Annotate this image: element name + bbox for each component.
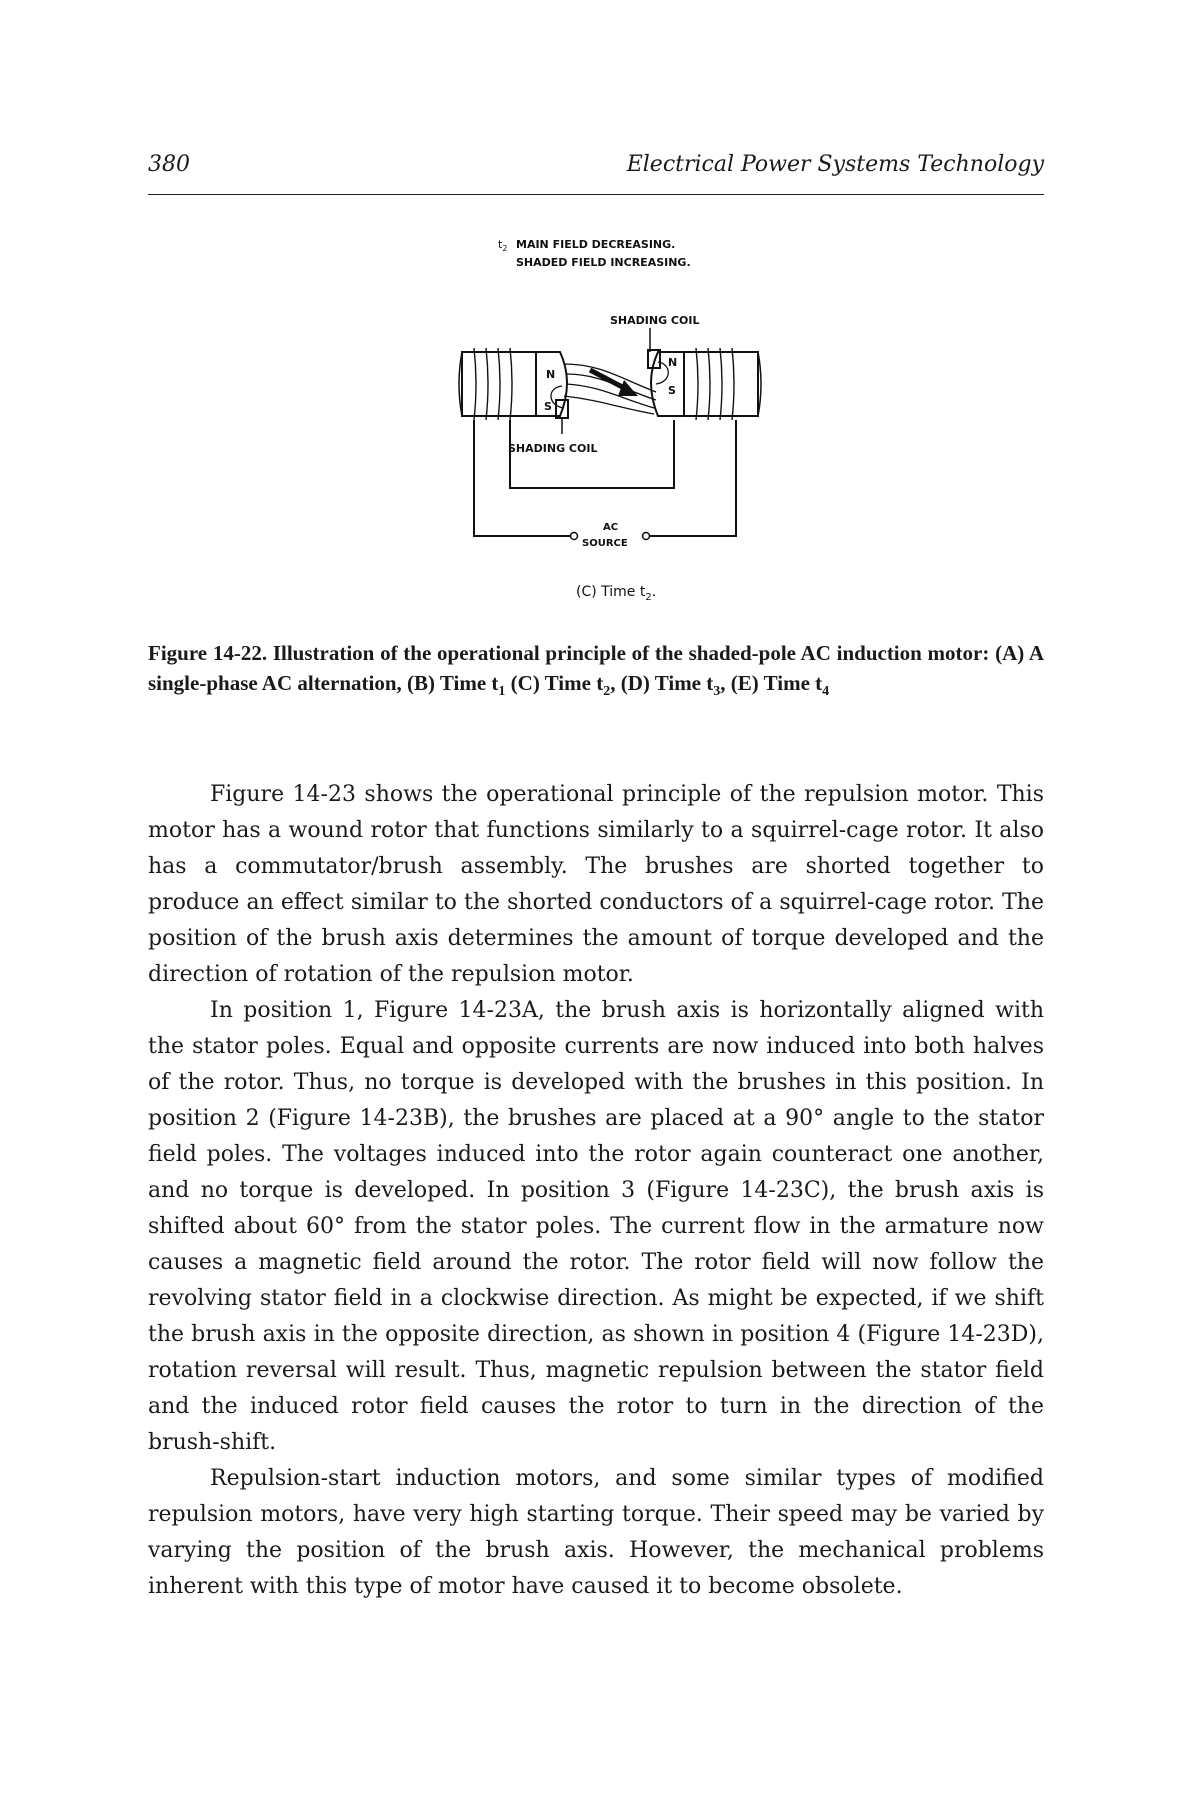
wire-outer-left bbox=[474, 420, 570, 536]
label-shaded-field: SHADED FIELD INCREASING. bbox=[516, 256, 691, 269]
shaded-flux-right bbox=[656, 362, 668, 384]
flux-arrow-head bbox=[618, 380, 638, 396]
terminal-right bbox=[643, 533, 650, 540]
pole-left-s: S bbox=[544, 400, 552, 413]
page-header bbox=[148, 152, 1044, 192]
label-main-field: MAIN FIELD DECREASING. bbox=[516, 238, 676, 251]
shaded-pole-diagram bbox=[440, 228, 780, 608]
paragraph: Repulsion-start induction motors, and some similar types of modified repulsion motors, have very high starting torque. Their speed may be varied by varying the position of the brush axis. However, the mechanical problems inherent with this type of motor have caused it to become obsolete. bbox=[148, 1466, 1044, 1599]
wire-outer-right bbox=[650, 420, 736, 536]
pole-right-s: S bbox=[668, 384, 676, 397]
header-rule bbox=[148, 194, 1044, 195]
paragraph: Figure 14-23 shows the operational principle of the repulsion motor. This motor has a wound rotor that functions similarly to a squirrel-cage rotor. It also has a commutator/brush assembly. The brushes are shorted together to produce an effect similar to the shorted conductors of a squirrel-cage rotor. The position of the brush axis determines the amount of torque developed and the direction of rotation of the repulsion motor. bbox=[148, 782, 1044, 987]
pole-left-n: N bbox=[546, 368, 556, 381]
figure-caption: Figure 14-22. Illustration of the operational principle of the shaded-pole AC induction motor: (A) A single-phase AC alternation, (B) Time $t_1$ (C) Time $t_2$, (D) Time $t_3$, (E) Time $t_4$ bbox=[148, 641, 1044, 700]
label-shading-coil-bottom: SHADING COIL bbox=[508, 442, 598, 455]
shaded-pole-figure bbox=[440, 228, 780, 608]
label-shading-coil-top: SHADING COIL bbox=[610, 314, 700, 327]
page-number: 380 bbox=[148, 152, 190, 177]
terminal-left bbox=[571, 533, 578, 540]
label-source: SOURCE bbox=[582, 538, 628, 549]
body-text bbox=[148, 777, 1044, 1605]
left-windings bbox=[474, 348, 512, 420]
label-ac: AC bbox=[603, 522, 619, 533]
paragraph: In position 1, Figure 14-23A, the brush axis is horizontally aligned with the stator poles. Equal and opposite currents are now induced into both halves of the rotor. Thus, no torque is developed with the brushes in this position. In position 2 (Figure 14-23B), the brushes are placed at a 90° angle to the stator field poles. The voltages induced into the rotor again counteract one another, and no torque is developed. In position 3 (Figure 14-23C), the brush axis is shifted about 60° from the stator poles. The current flow in the armature now causes a magnetic field around the rotor. The rotor field will now follow the revolving stator field in a clockwise direction. As might be expected, if we shift the brush axis in the opposite direction, as shown in position 4 (Figure 14-23D), rotation reversal will result. Thus, magnetic repulsion between the stator field and the induced rotor field causes the rotor to turn in the direction of the brush-shift. bbox=[148, 998, 1044, 1455]
pole-right-n: N bbox=[668, 356, 678, 369]
running-title: Electrical Power Systems Technology bbox=[626, 152, 1044, 177]
shaded-flux-left bbox=[551, 386, 564, 408]
flux-line-4 bbox=[564, 396, 654, 414]
figure-subcaption: (C) Time $t_2$. bbox=[576, 584, 657, 603]
label-time-prefix: $t_2$ bbox=[498, 238, 508, 253]
right-windings bbox=[696, 348, 734, 420]
